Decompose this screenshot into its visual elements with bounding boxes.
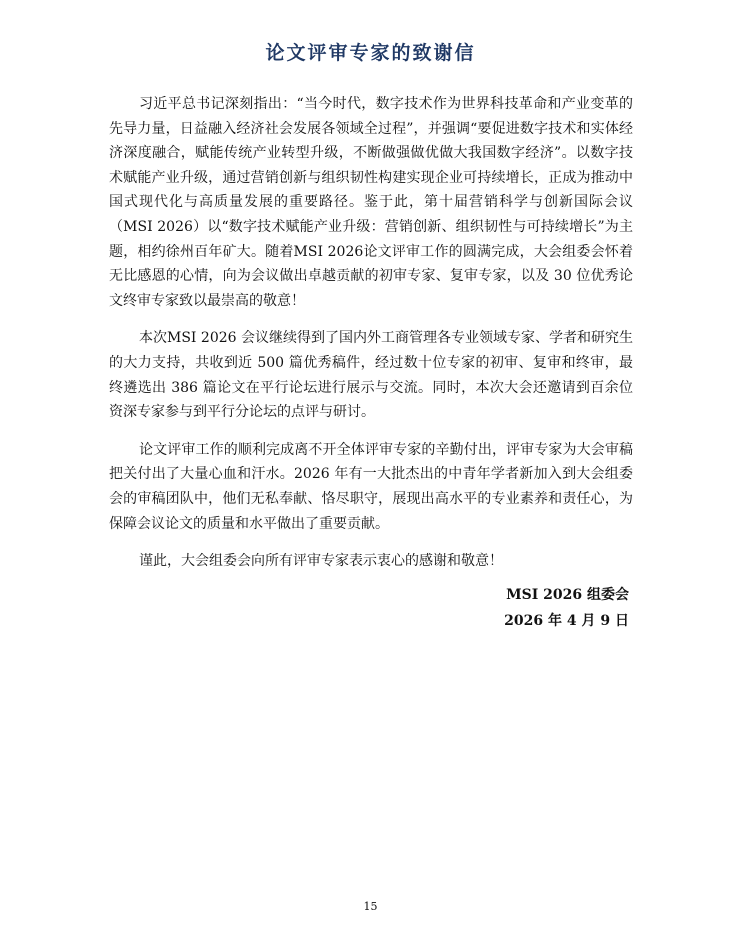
paragraph-4: 谨此，大会组委会向所有评审专家表示衷心的感谢和敬意！	[139, 553, 503, 570]
paragraph-3: 论文评审工作的顺利完成离不开全体评审专家的辛勤付出，评审专家为大会审稿把关付出了大量心血和汗水。2026 年有一大批杰出的中青年学者新加入到大会组委会的审稿团队中，他们无私奉献、恪尽职守，展现出高水平的专业素养和责任心，为保障会议论文的质量和水平做出了重要贡献。	[109, 441, 633, 532]
page-number: 15	[363, 900, 378, 913]
signature-date: 2026 年 4 月 9 日	[504, 613, 629, 629]
document-title: 论文评审专家的致谢信	[265, 42, 476, 64]
signature-organization: MSI 2026 组委会	[506, 587, 629, 603]
paragraph-2: 本次MSI 2026 会议继续得到了国内外工商管理各专业领域专家、学者和研究生的大力支持，共收到近 500 篇优秀稿件，经过数十位专家的初审、复审和终审，最终遴选出 386 篇论文在平行论坛进行展示与交流。同时，本次大会还邀请到百余位资深专家参与到平行分论坛的点评与研讨。	[109, 330, 633, 421]
paragraph-1: 习近平总书记深刻指出：“当今时代，数字技术作为世界科技革命和产业变革的先导力量，日益融入经济社会发展各领域全过程”，并强调“要促进数字技术和实体经济深度融合，赋能传统产业转型升级，不断做强做优做大我国数字经济”。以数字技术赋能产业升级，通过营销创新与组织韧性构建实现企业可持续增长，正成为推动中国式现代化与高质量发展的重要路径。鉴于此，第十届营销科学与创新国际会议（MSI 2026）以“数字技术赋能产业升级：营销创新、组织韧性与可持续增长”为主题，相约徐州百年矿大。随着MSI 2026论文评审工作的圆满完成，大会组委会怀着无比感恩的心情，向为会议做出卓越贡献的初审专家、复审专家，以及 30 位优秀论文终审专家致以最崇高的敬意！	[109, 96, 633, 309]
letter-body	[109, 92, 633, 587]
